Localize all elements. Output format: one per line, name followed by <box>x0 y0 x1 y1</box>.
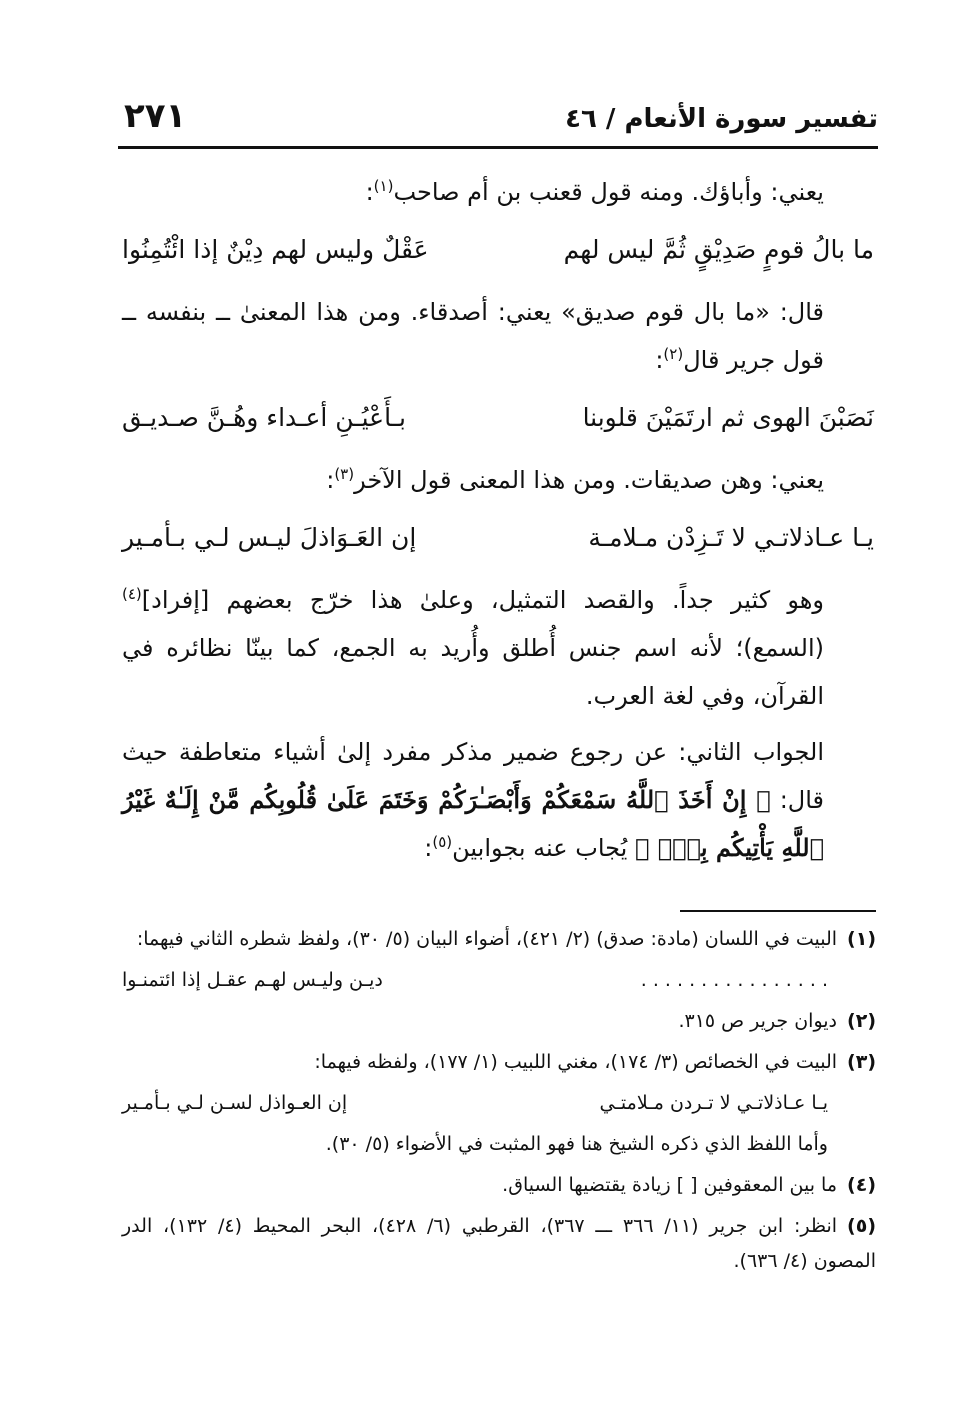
footnote-number: (٣) <box>847 1051 876 1073</box>
poetry-verse-2 <box>122 394 874 442</box>
verse-1-first-hemistich: ما بالُ قومٍ صَدِيْقٍ ثُمَّ ليس لهم <box>563 235 874 264</box>
page-number: ٢٧١ <box>124 96 187 136</box>
footnote-number: (٥) <box>847 1215 876 1237</box>
verse-3-second-hemistich: إن العَـوَاذلَ ليـس لـي بـأمـير <box>122 523 417 552</box>
footnote-ref-1[interactable]: (١) <box>373 177 394 195</box>
running-title: تفسير سورة الأنعام / ٤٦ <box>565 104 878 134</box>
footnote-1-verse <box>122 963 876 998</box>
footnote-ref-3[interactable]: (٣) <box>334 465 355 483</box>
quran-verse: ﴿ إِنْ أَخَذَ ٱللَّهُ سَمْعَكُمْ وَأَبْصَـٰرَكُمْ وَخَتَمَ عَلَىٰ قُلُوبِكُم مَّنْ إِلَـٰهٌ غَيْرُ ٱللَّهِ يَأْتِيكُم بِهِۗ ﴾ <box>122 785 824 862</box>
paragraph-3: يعني: وهن صديقات. ومن هذا المعنى قول الآخر$^{(٣)}$: <box>326 465 824 494</box>
footnote-ref-4[interactable]: (٤) <box>122 585 142 603</box>
paragraph-5: الجواب الثاني: عن رجوع ضمير مذكر مفرد إلىٰ أشياء متعاطفة حيث قال: ﴿ إِنْ أَخَذَ ٱللَّهُ سَمْعَكُمْ وَأَبْصَـٰرَكُمْ وَخَتَمَ عَلَىٰ قُلُوبِكُم مَّنْ إِلَـٰهٌ غَيْرُ ٱللَّهِ يَأْتِيكُم بِهِۗ ﴾ يُجاب عنه بجوابين$^{(٥)}$: <box>122 738 824 862</box>
poetry-verse-1 <box>122 226 874 274</box>
footnote-3-verse-first: يـا عـاذلاتـي لا تـردن مـلامتـي <box>599 1092 828 1114</box>
footnote-separator <box>680 910 876 912</box>
editorial-insertion: [إفراد] <box>141 586 210 614</box>
footnote-number: (٤) <box>847 1174 876 1196</box>
verse-3-first-hemistich: يـا عـاذلاتـي لا تَـزِدْن مـلامـة <box>588 523 874 552</box>
paragraph-2: قال: «ما بال قوم صديق» يعني: أصدقاء. ومن هذا المعنىٰ ــ بنفسه ــ قول جرير قال$^{(٢)}$: <box>122 298 824 374</box>
paragraph-4: وهو كثير جداً. والقصد التمثيل، وعلىٰ هذا خرّج بعضهم [إفراد]$^{(٤)}$ (السمع)؛ لأنه اسم جنس أُطلق وأُريد به الجمع، كما بينّا نظائره في القرآن، وفي لغة العرب. <box>122 585 825 710</box>
paragraph-1: يعني: وأباؤك. ومنه قول قعنب بن أم صاحب$^{(١)}$: <box>365 177 824 206</box>
footnote-4: (٤)ما بين المعقوفين [ ] زيادة يقتضيها السياق. <box>502 1174 876 1196</box>
page-header <box>118 96 878 149</box>
poetry-verse-3 <box>122 514 874 562</box>
footnote-1-verse-second: ديـن وليـس لهـم عقـل إذا ائتمنـوا <box>122 969 383 991</box>
footnote-number: (١) <box>847 928 876 950</box>
footnote-5: (٥)انظر: ابن جرير (١١/ ٣٦٦ ـــ ٣٦٧)، القرطبي (٦/ ٤٢٨)، البحر المحيط (٤/ ١٣٢)، الدر المصون (٤/ ٦٣٦). <box>122 1215 876 1272</box>
footnote-1: (١)البيت في اللسان (مادة: صدق) (٢/ ٤٢١)، أضواء البيان (٥/ ٣٠)، ولفظ شطره الثاني فيهما: <box>136 928 876 950</box>
verse-1-second-hemistich: عَقْلٌ وليس لهم دِيْنٌ إذا ائْتُمِنُوا <box>122 235 429 264</box>
footnote-2: (٢)ديوان جرير ص ٣١٥. <box>678 1010 876 1032</box>
footnote-3: (٣)البيت في الخصائص (٣/ ١٧٤)، مغني اللبيب (١/ ١٧٧)، ولفظه فيهما: <box>314 1051 876 1073</box>
footnote-1-verse-first: . . . . . . . . . . . . . . . . <box>640 969 828 991</box>
footnote-3-verse-second: إن العـواذل لسـن لـي بـأمـير <box>122 1092 348 1114</box>
footnote-ref-2[interactable]: (٢) <box>663 345 684 363</box>
verse-2-first-hemistich: نَصَبْنَ الهوى ثم ارتَمَيْنَ قلوبنا <box>582 403 874 432</box>
verse-2-second-hemistich: بـأَعْيُـنِ أعـداء وهُـنَّ صـديـق <box>122 403 406 432</box>
footnote-ref-5[interactable]: (٥) <box>432 833 453 851</box>
footnote-3-continuation: وأما اللفظ الذي ذكره الشيخ هنا فهو المثبت في الأضواء (٥/ ٣٠). <box>325 1133 828 1155</box>
footnotes <box>122 922 876 1285</box>
footnote-number: (٢) <box>847 1010 876 1032</box>
footnote-3-verse <box>122 1086 876 1121</box>
main-text <box>122 168 874 872</box>
